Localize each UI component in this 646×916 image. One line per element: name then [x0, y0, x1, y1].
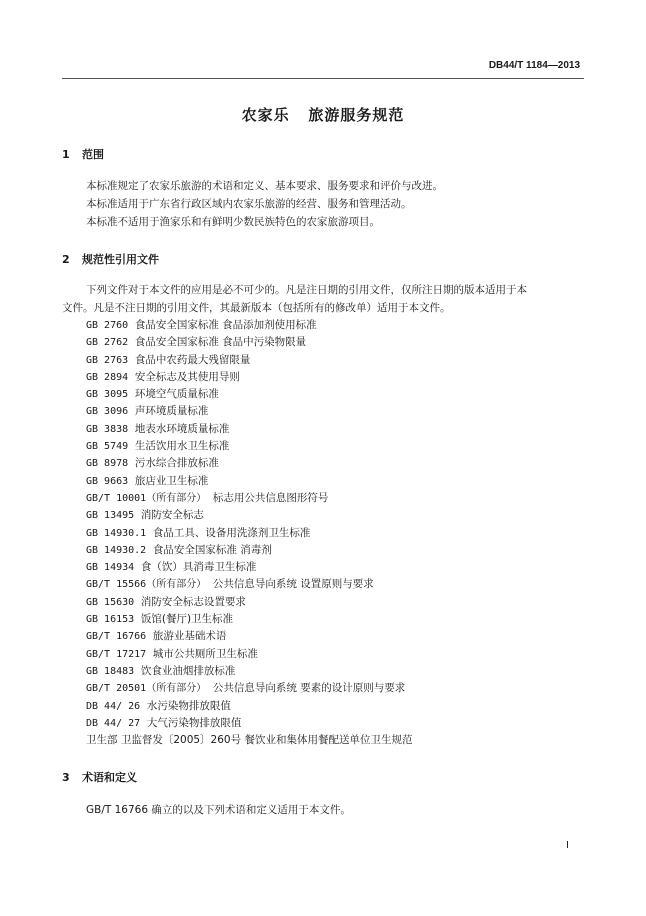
reference-item: DB 44/ 26 水污染物排放限值 — [86, 699, 231, 712]
reference-item: GB 18483 饮食业油烟排放标准 — [86, 664, 236, 677]
reference-item: GB 3838 地表水环境质量标准 — [86, 422, 230, 435]
standard-code: DB44/T 1184—2013 — [488, 60, 580, 71]
reference-item: GB 2762 食品安全国家标准 食品中污染物限量 — [86, 336, 307, 349]
scope-paragraph-2: 本标准适用于广东省行政区域内农家乐旅游的经营、服务和管理活动。 — [86, 198, 412, 210]
reference-item: GB 14934 食（饮）具消毒卫生标准 — [86, 561, 257, 574]
reference-item: GB 14930.2 食品安全国家标准 消毒剂 — [86, 543, 272, 556]
references-intro-line-1: 下列文件对于本文件的应用是必不可少的。凡是注日期的引用文件，仅所注日期的版本适用于本 — [86, 284, 527, 296]
reference-list — [86, 317, 412, 749]
terms-paragraph: GB/T 16766 确立的以及下列术语和定义适用于本文件。 — [86, 804, 351, 816]
page-number: I — [566, 840, 569, 851]
document-title: 农家乐 旅游服务规范 — [241, 106, 405, 124]
section-heading-terms-definitions: 3 术语和定义 — [62, 771, 137, 784]
reference-item: GB 2763 食品中农药最大残留限量 — [86, 353, 251, 366]
reference-item: GB 2894 安全标志及其使用导则 — [86, 370, 240, 383]
scope-paragraph-1: 本标准规定了农家乐旅游的术语和定义、基本要求、服务要求和评价与改进。 — [86, 180, 443, 192]
reference-item: 卫生部 卫监督发〔2005〕260号 餐饮业和集体用餐配送单位卫生规范 — [86, 734, 413, 747]
reference-item: GB 3096 声环境质量标准 — [86, 405, 209, 418]
reference-item: GB/T 16766 旅游业基础术语 — [86, 630, 227, 643]
reference-item: GB/T 10001（所有部分） 标志用公共信息图形符号 — [86, 491, 329, 504]
reference-item: GB/T 15566（所有部分） 公共信息导向系统 设置原则与要求 — [86, 578, 374, 591]
reference-item: GB 2760 食品安全国家标准 食品添加剂使用标准 — [86, 319, 317, 331]
scope-paragraph-3: 本标准不适用于渔家乐和有鲜明少数民族特色的农家旅游项目。 — [86, 216, 380, 228]
section-heading-scope: 1 范围 — [62, 148, 104, 161]
reference-item: GB 5749 生活饮用水卫生标准 — [86, 440, 230, 453]
header-rule — [62, 78, 584, 79]
reference-item: GB 13495 消防安全标志 — [86, 509, 204, 522]
reference-item: DB 44/ 27 大气污染物排放限值 — [86, 716, 242, 729]
reference-item: GB/T 17217 城市公共厕所卫生标准 — [86, 647, 258, 660]
reference-item: GB 9663 旅店业卫生标准 — [86, 474, 209, 487]
references-intro-line-2: 文件。凡是不注日期的引用文件，其最新版本（包括所有的修改单）适用于本文件。 — [62, 302, 451, 314]
reference-item: GB 16153 饭馆(餐厅)卫生标准 — [86, 613, 234, 626]
reference-item: GB 3095 环境空气质量标准 — [86, 388, 219, 401]
reference-item: GB/T 20501（所有部分） 公共信息导向系统 要素的设计原则与要求 — [86, 682, 406, 695]
section-heading-normative-references: 2 规范性引用文件 — [62, 253, 159, 266]
reference-item: GB 15630 消防安全标志设置要求 — [86, 595, 246, 608]
reference-item: GB 14930.1 食品工具、设备用洗涤剂卫生标准 — [86, 526, 311, 539]
reference-item: GB 8978 污水综合排放标准 — [86, 457, 219, 470]
